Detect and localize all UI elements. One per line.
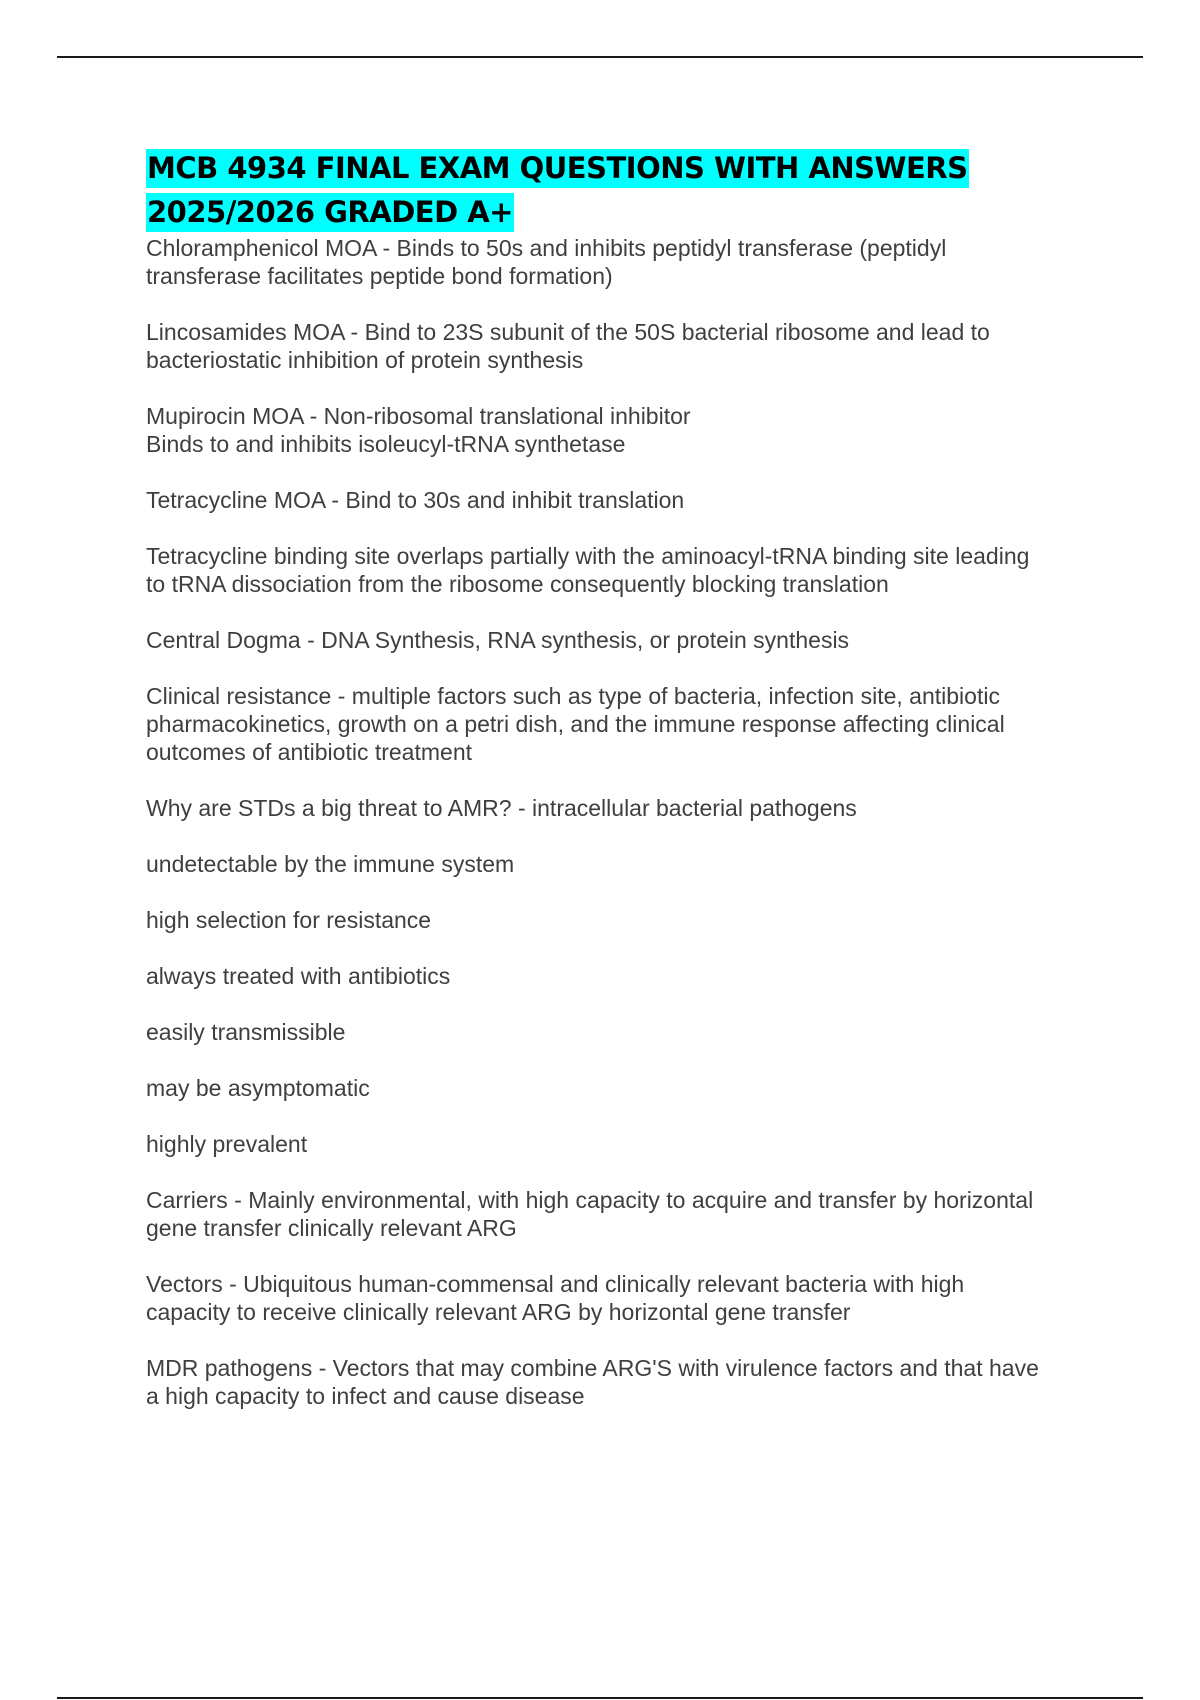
qa-entry-mdr-pathogens: MDR pathogens - Vectors that may combine ARG'S with virulence factors and that have a high capacity to infect and cause disease [146, 1355, 1039, 1409]
qa-entry-clinical-resistance: Clinical resistance - multiple factors such as type of bacteria, infection site, antibiotic pharmacokinetics, growth on a petri dish, and the immune response affecting clinical outcomes of antibiotic treatment [146, 683, 1005, 765]
title-line-2: 2025/2026 GRADED A+ [146, 193, 514, 232]
qa-entry-stds-amr: Why are STDs a big threat to AMR? - intracellular bacterial pathogens [146, 795, 857, 821]
qa-entry-tetracycline-binding: Tetracycline binding site overlaps partially with the aminoacyl-tRNA binding site leading to tRNA dissociation from the ribosome consequently blocking translation [146, 543, 1030, 597]
list-item: highly prevalent [146, 1131, 308, 1157]
qa-entry-chloramphenicol: Chloramphenicol MOA - Binds to 50s and inhibits peptidyl transferase (peptidyl transferase facilitates peptide bond formation) [146, 235, 947, 289]
list-item: easily transmissible [146, 1019, 346, 1045]
list-item: may be asymptomatic [146, 1075, 370, 1101]
bottom-rule [57, 1697, 1143, 1699]
qa-entry-tetracycline: Tetracycline MOA - Bind to 30s and inhibit translation [146, 487, 685, 513]
title-line-1: MCB 4934 FINAL EXAM QUESTIONS WITH ANSWERS [146, 149, 969, 188]
document-body [146, 146, 1096, 1438]
qa-entry-carriers: Carriers - Mainly environmental, with high capacity to acquire and transfer by horizontal gene transfer clinically relevant ARG [146, 1187, 1034, 1241]
qa-entry-vectors: Vectors - Ubiquitous human-commensal and clinically relevant bacteria with high capacity to receive clinically relevant ARG by horizontal gene transfer [146, 1271, 965, 1325]
list-item: high selection for resistance [146, 907, 432, 933]
qa-entry-lincosamides: Lincosamides MOA - Bind to 23S subunit of the 50S bacterial ribosome and lead to bacteriostatic inhibition of protein synthesis [146, 319, 990, 373]
qa-entry-central-dogma: Central Dogma - DNA Synthesis, RNA synthesis, or protein synthesis [146, 627, 850, 653]
list-item: always treated with antibiotics [146, 963, 451, 989]
qa-entry-mupirocin: Mupirocin MOA - Non-ribosomal translational inhibitor Binds to and inhibits isoleucyl-tRNA synthetase [146, 403, 691, 457]
list-item: undetectable by the immune system [146, 851, 515, 877]
top-rule [57, 56, 1143, 58]
document-title [146, 146, 1096, 234]
